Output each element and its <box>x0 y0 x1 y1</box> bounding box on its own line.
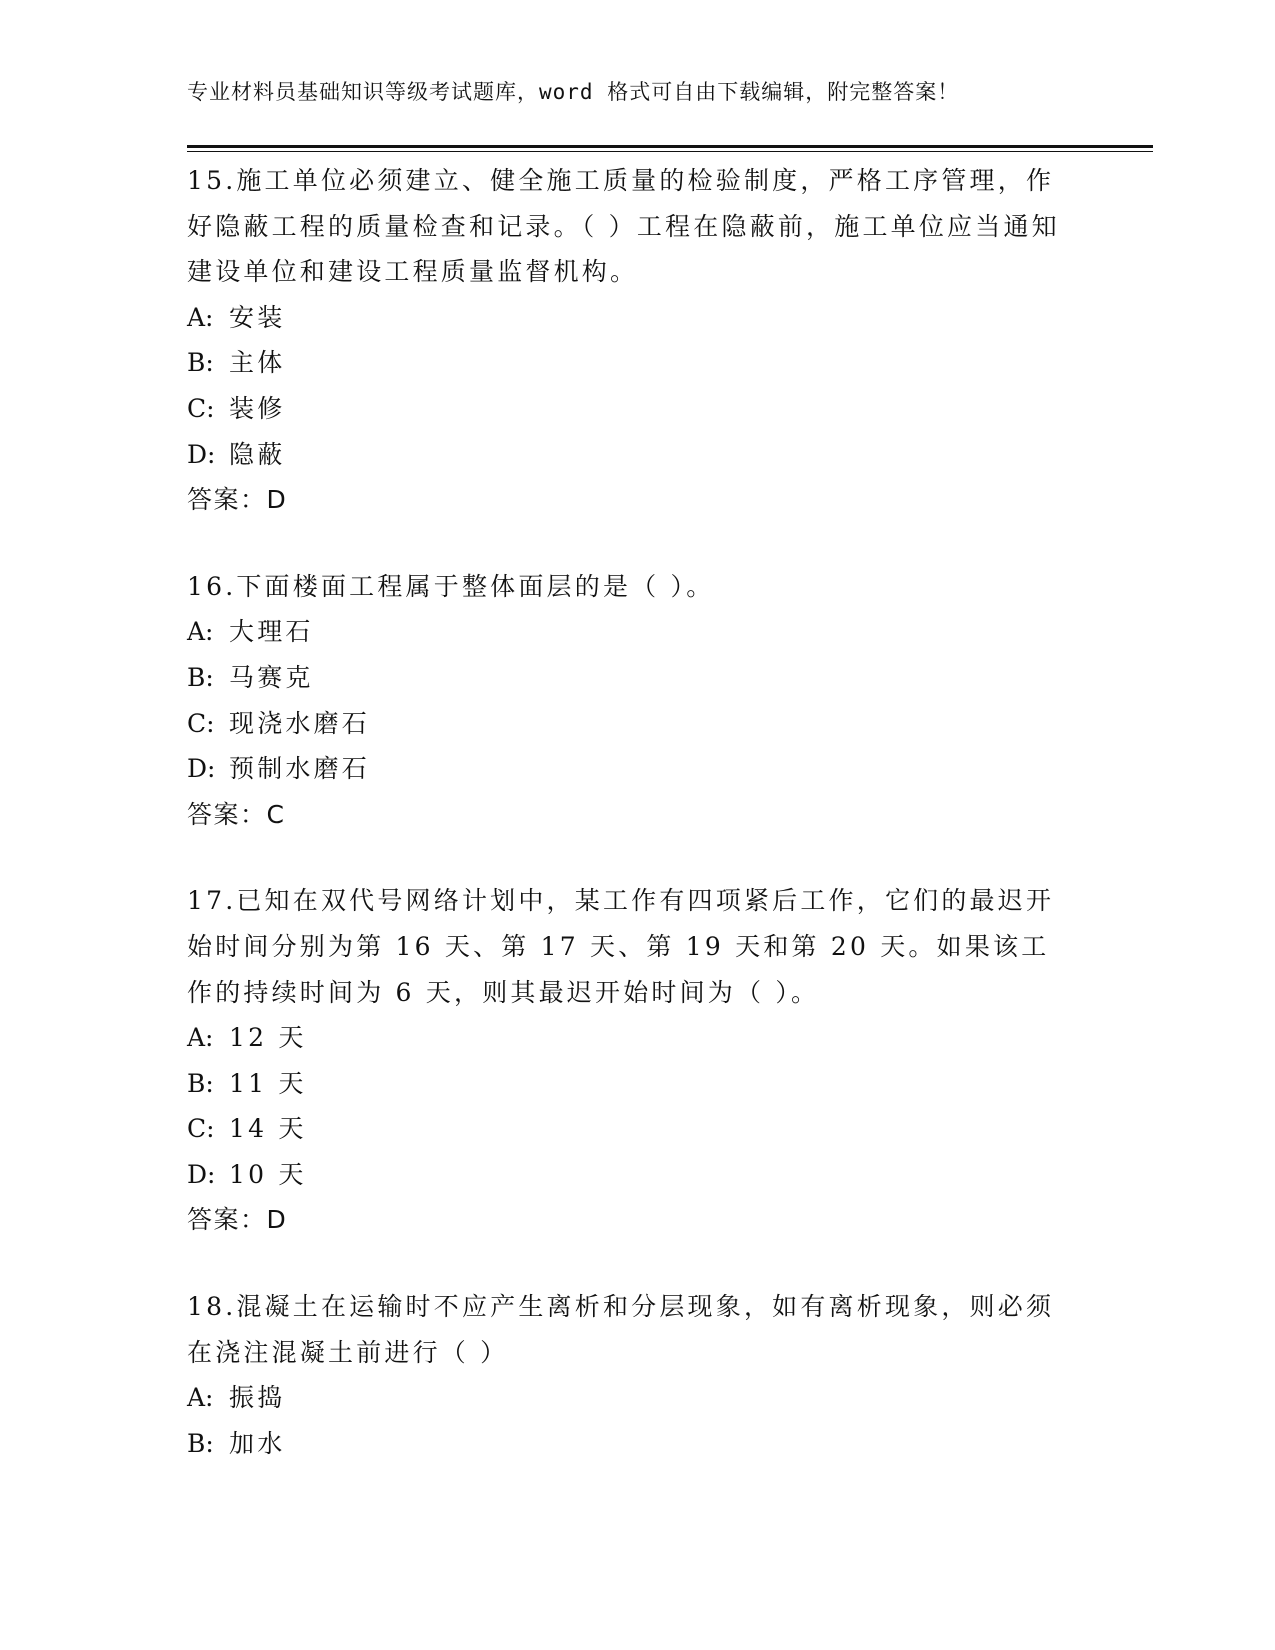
option-d <box>187 432 1077 478</box>
option-a <box>187 1015 1077 1061</box>
question-stem: 16.下面楼面工程属于整体面层的是（ ）。 <box>187 571 715 601</box>
question-18 <box>187 1284 1077 1466</box>
option-letter: C: <box>187 1114 215 1144</box>
option-text: 12 天 <box>229 1023 307 1053</box>
option-text: 安装 <box>229 302 286 332</box>
option-text: 11 天 <box>229 1068 307 1098</box>
option-text: 预制水磨石 <box>229 754 371 784</box>
option-a <box>187 295 1077 341</box>
option-letter: D: <box>187 754 216 784</box>
option-c <box>187 701 1077 747</box>
option-text: 大理石 <box>229 617 314 647</box>
answer-line: 答案：D <box>187 485 288 515</box>
option-letter: A: <box>187 1383 214 1413</box>
option-letter: B: <box>187 662 214 692</box>
question-list <box>187 158 1077 1507</box>
question-17 <box>187 878 1077 1243</box>
question-16 <box>187 564 1077 838</box>
option-letter: B: <box>187 1068 214 1098</box>
header-divider-thick <box>187 145 1153 148</box>
option-text: 14 天 <box>229 1114 307 1144</box>
header-divider-thin <box>187 151 1153 152</box>
option-text: 装修 <box>229 393 286 423</box>
answer-line: 答案：D <box>187 1205 288 1235</box>
option-b <box>187 1061 1077 1107</box>
option-b <box>187 655 1077 701</box>
option-letter: C: <box>187 708 215 738</box>
option-text: 10 天 <box>229 1159 307 1189</box>
option-c <box>187 1106 1077 1152</box>
option-b <box>187 1421 1077 1467</box>
option-letter: C: <box>187 393 215 423</box>
option-text: 隐蔽 <box>229 439 286 469</box>
page-header: 专业材料员基础知识等级考试题库，word 格式可自由下载编辑，附完整答案！ <box>187 80 960 104</box>
option-d <box>187 746 1077 792</box>
option-letter: B: <box>187 1428 214 1458</box>
option-text: 加水 <box>229 1428 286 1458</box>
option-text: 主体 <box>229 348 286 378</box>
option-letter: A: <box>187 1023 214 1053</box>
option-d <box>187 1152 1077 1198</box>
question-stem: 15.施工单位必须建立、健全施工质量的检验制度，严格工序管理，作好隐蔽工程的质量检查和记录。（ ）工程在隐蔽前，施工单位应当通知建设单位和建设工程质量监督机构。 <box>187 166 1060 287</box>
question-stem: 17.已知在双代号网络计划中，某工作有四项紧后工作，它们的最迟开始时间分别为第 16 天、第 17 天、第 19 天和第 20 天。如果该工作的持续时间为 6 天，则其最迟开始时间为（ ）。 <box>187 886 1055 1007</box>
answer-line: 答案：C <box>187 799 286 829</box>
option-list <box>187 609 1077 791</box>
option-a <box>187 1375 1077 1421</box>
option-list <box>187 1375 1077 1466</box>
option-text: 振捣 <box>229 1383 286 1413</box>
option-text: 现浇水磨石 <box>229 708 371 738</box>
option-text: 马赛克 <box>229 662 314 692</box>
option-b <box>187 340 1077 386</box>
option-c <box>187 386 1077 432</box>
question-stem: 18.混凝土在运输时不应产生离析和分层现象，如有离析现象，则必须在浇注混凝土前进行（ ） <box>187 1292 1055 1367</box>
option-letter: D: <box>187 1159 216 1189</box>
question-15 <box>187 158 1077 523</box>
option-letter: D: <box>187 439 216 469</box>
option-list <box>187 1015 1077 1197</box>
option-letter: A: <box>187 617 214 647</box>
option-letter: B: <box>187 348 214 378</box>
option-letter: A: <box>187 302 214 332</box>
option-list <box>187 295 1077 477</box>
option-a <box>187 609 1077 655</box>
